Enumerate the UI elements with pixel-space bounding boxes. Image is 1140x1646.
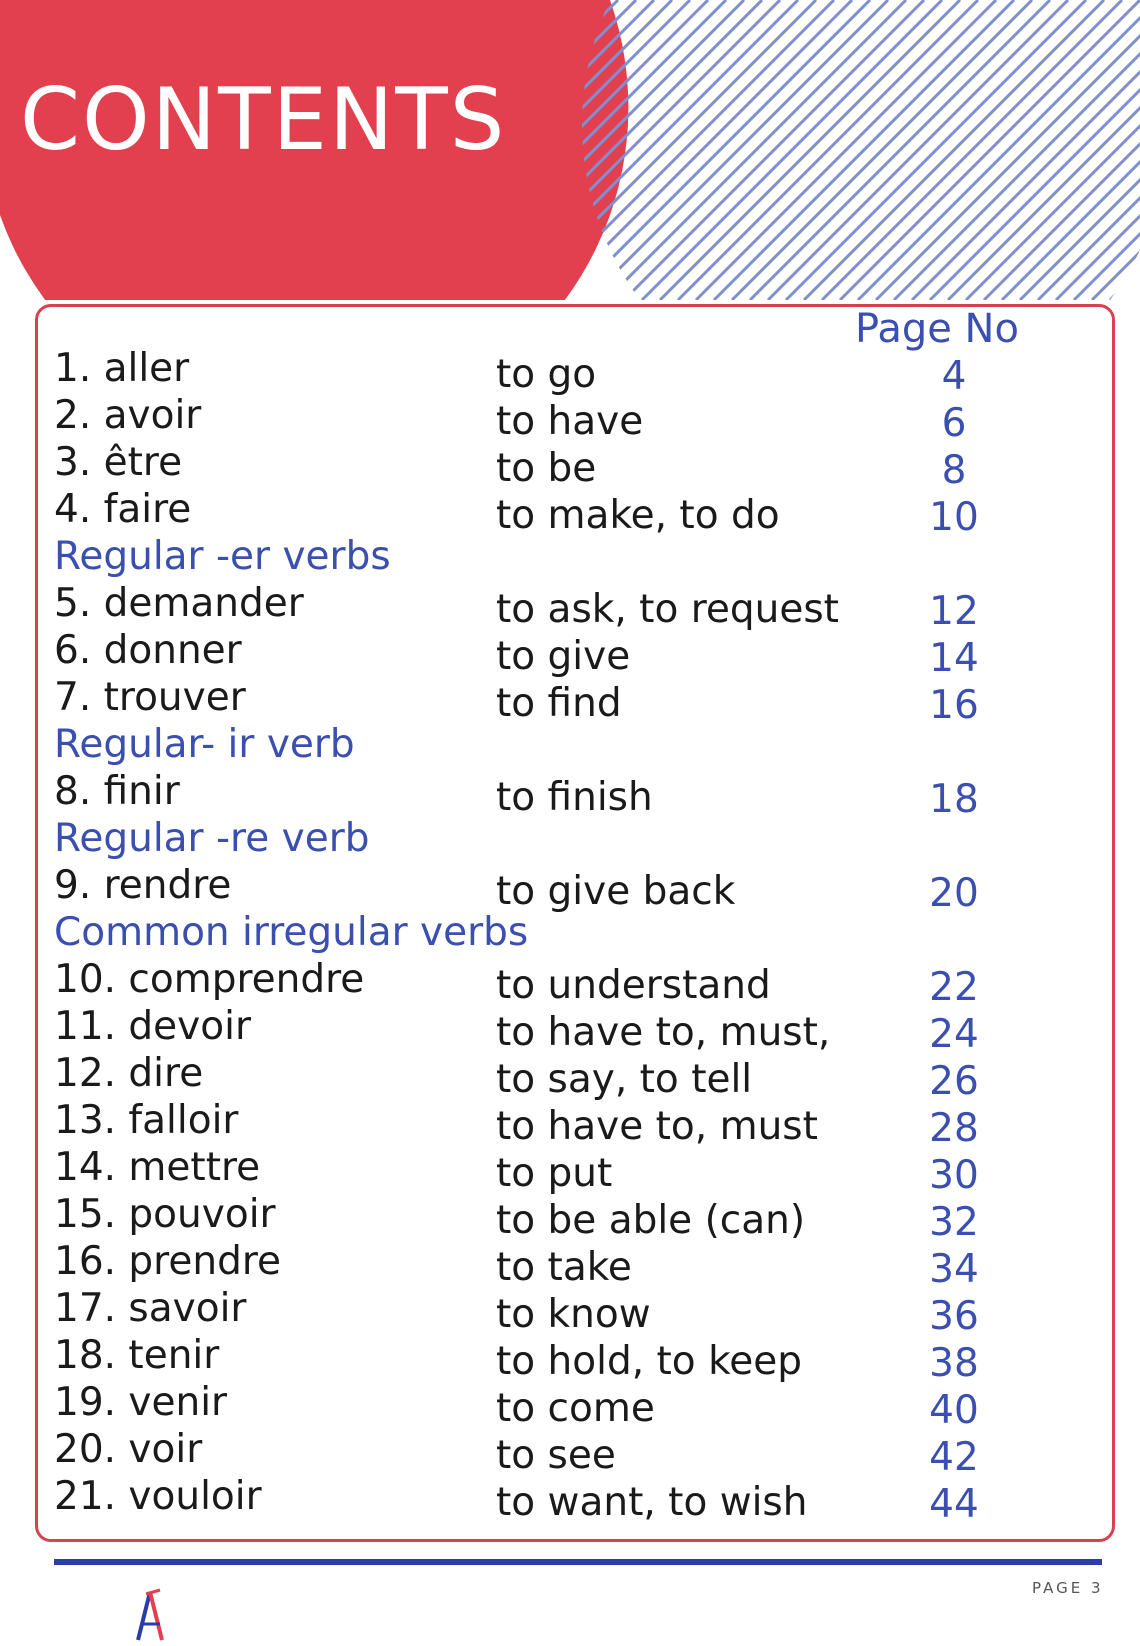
- toc-row-16[interactable]: [54, 1238, 1054, 1292]
- section-label: Regular- ir verb: [54, 722, 355, 767]
- toc-row-6[interactable]: [54, 627, 1054, 681]
- page-number: 10: [929, 495, 979, 540]
- section-label: Regular -re verb: [54, 816, 370, 861]
- verb-name: 5. demander: [54, 581, 304, 626]
- page-number: 4: [941, 354, 967, 399]
- toc-row-15[interactable]: [54, 1191, 1054, 1245]
- page-number: 26: [929, 1059, 979, 1104]
- verb-meaning: to find: [496, 681, 622, 726]
- stripe-line: [930, 0, 1140, 300]
- verb-meaning: to come: [496, 1386, 655, 1431]
- page-number: 22: [929, 965, 979, 1010]
- toc-row-5[interactable]: [54, 580, 1054, 634]
- page-number: 24: [929, 1012, 979, 1057]
- verb-name: 13. falloir: [54, 1098, 239, 1143]
- page-number: 6: [941, 401, 967, 446]
- section-heading-er: [54, 533, 1054, 580]
- verb-name: 21. vouloir: [54, 1474, 262, 1519]
- verb-meaning: to know: [496, 1292, 651, 1337]
- verb-name: 19. venir: [54, 1380, 228, 1425]
- toc-row-10[interactable]: [54, 956, 1054, 1010]
- verb-name: 18. tenir: [54, 1333, 220, 1378]
- verb-meaning: to be: [496, 446, 597, 491]
- verb-meaning: to be able (can): [496, 1198, 806, 1243]
- verb-meaning: to go: [496, 352, 597, 397]
- verb-meaning: to ask, to request: [496, 587, 839, 632]
- logo-icon: [130, 1588, 170, 1644]
- page-number: 14: [929, 636, 979, 681]
- verb-meaning: to finish: [496, 775, 653, 820]
- stripe-line: [660, 0, 960, 300]
- page-number: 16: [929, 683, 979, 728]
- section-heading-re: [54, 815, 1054, 862]
- verb-name: 3. être: [54, 440, 183, 485]
- verb-meaning: to put: [496, 1151, 613, 1196]
- verb-name: 15. pouvoir: [54, 1192, 276, 1237]
- toc-row-11[interactable]: [54, 1003, 1054, 1057]
- verb-meaning: to make, to do: [496, 493, 780, 538]
- page-number: 8: [941, 448, 967, 493]
- verb-meaning: to understand: [496, 963, 771, 1008]
- section-heading-irregular: [54, 909, 1054, 956]
- stripe-line: [840, 0, 1140, 300]
- stripe-line: [606, 0, 906, 300]
- page-number: 32: [929, 1200, 979, 1245]
- stripe-line: [768, 0, 1068, 300]
- stripe-line: [786, 0, 1086, 300]
- verb-name: 4. faire: [54, 487, 192, 532]
- toc-row-1[interactable]: [54, 345, 1054, 399]
- toc-row-19[interactable]: [54, 1379, 1054, 1433]
- page-number: 12: [929, 589, 979, 634]
- verb-name: 1. aller: [54, 346, 190, 391]
- verb-meaning: to have: [496, 399, 644, 444]
- section-heading-ir: [54, 721, 1054, 768]
- verb-meaning: to have to, must: [496, 1104, 818, 1149]
- verb-name: 20. voir: [54, 1427, 203, 1472]
- verb-name: 6. donner: [54, 628, 242, 673]
- verb-name: 11. devoir: [54, 1004, 251, 1049]
- page-number: 20: [929, 871, 979, 916]
- verb-meaning: to give back: [496, 869, 736, 914]
- stripe-line: [714, 0, 1014, 300]
- stripe-line: [750, 0, 1050, 300]
- stripe-line: [678, 0, 978, 300]
- section-label: Regular -er verbs: [54, 534, 391, 579]
- stripe-line: [588, 0, 888, 300]
- verb-name: 16. prendre: [54, 1239, 281, 1284]
- toc-row-14[interactable]: [54, 1144, 1054, 1198]
- page-number: 18: [929, 777, 979, 822]
- verb-name: 17. savoir: [54, 1286, 247, 1331]
- toc-row-20[interactable]: [54, 1426, 1054, 1480]
- footer-divider: [54, 1559, 1102, 1565]
- verb-name: 12. dire: [54, 1051, 204, 1096]
- page-number-label: PAGE 3: [1032, 1579, 1104, 1597]
- toc-row-18[interactable]: [54, 1332, 1054, 1386]
- page-number: 38: [929, 1341, 979, 1386]
- page-number: 44: [929, 1482, 979, 1527]
- page-number-header: Page No: [855, 306, 1019, 352]
- section-label: Common irregular verbs: [54, 910, 529, 955]
- toc-row-7[interactable]: [54, 674, 1054, 728]
- verb-name: 2. avoir: [54, 393, 202, 438]
- verb-meaning: to want, to wish: [496, 1480, 808, 1525]
- verb-name: 8. finir: [54, 769, 180, 814]
- verb-meaning: to have to, must,: [496, 1010, 831, 1055]
- page-number: 30: [929, 1153, 979, 1198]
- verb-meaning: to hold, to keep: [496, 1339, 803, 1384]
- page-number: 34: [929, 1247, 979, 1292]
- page-number: 36: [929, 1294, 979, 1339]
- toc-row-8[interactable]: [54, 768, 1054, 822]
- toc-row-4[interactable]: [54, 486, 1054, 540]
- verb-meaning: to say, to tell: [496, 1057, 753, 1102]
- stripe-line: [732, 0, 1032, 300]
- page-number: 40: [929, 1388, 979, 1433]
- verb-meaning: to take: [496, 1245, 632, 1290]
- stripe-line: [1038, 0, 1140, 300]
- toc-row-2[interactable]: [54, 392, 1054, 446]
- verb-meaning: to give: [496, 634, 631, 679]
- contents-list: [54, 345, 1054, 1527]
- stripe-line: [696, 0, 996, 300]
- verb-name: 14. mettre: [54, 1145, 261, 1190]
- page-title: CONTENTS: [20, 70, 507, 170]
- toc-row-17[interactable]: [54, 1285, 1054, 1339]
- page-number: 42: [929, 1435, 979, 1480]
- stripe-line: [642, 0, 942, 300]
- verb-meaning: to see: [496, 1433, 616, 1478]
- verb-name: 10. comprendre: [54, 957, 365, 1002]
- stripe-line: [624, 0, 924, 300]
- toc-row-12[interactable]: [54, 1050, 1054, 1104]
- verb-name: 7. trouver: [54, 675, 246, 720]
- toc-row-9[interactable]: [54, 862, 1054, 916]
- toc-row-13[interactable]: [54, 1097, 1054, 1151]
- toc-row-21[interactable]: [54, 1473, 1054, 1527]
- stripe-line: [804, 0, 1104, 300]
- stripe-line: [822, 0, 1122, 300]
- verb-name: 9. rendre: [54, 863, 232, 908]
- page-number: 28: [929, 1106, 979, 1151]
- toc-row-3[interactable]: [54, 439, 1054, 493]
